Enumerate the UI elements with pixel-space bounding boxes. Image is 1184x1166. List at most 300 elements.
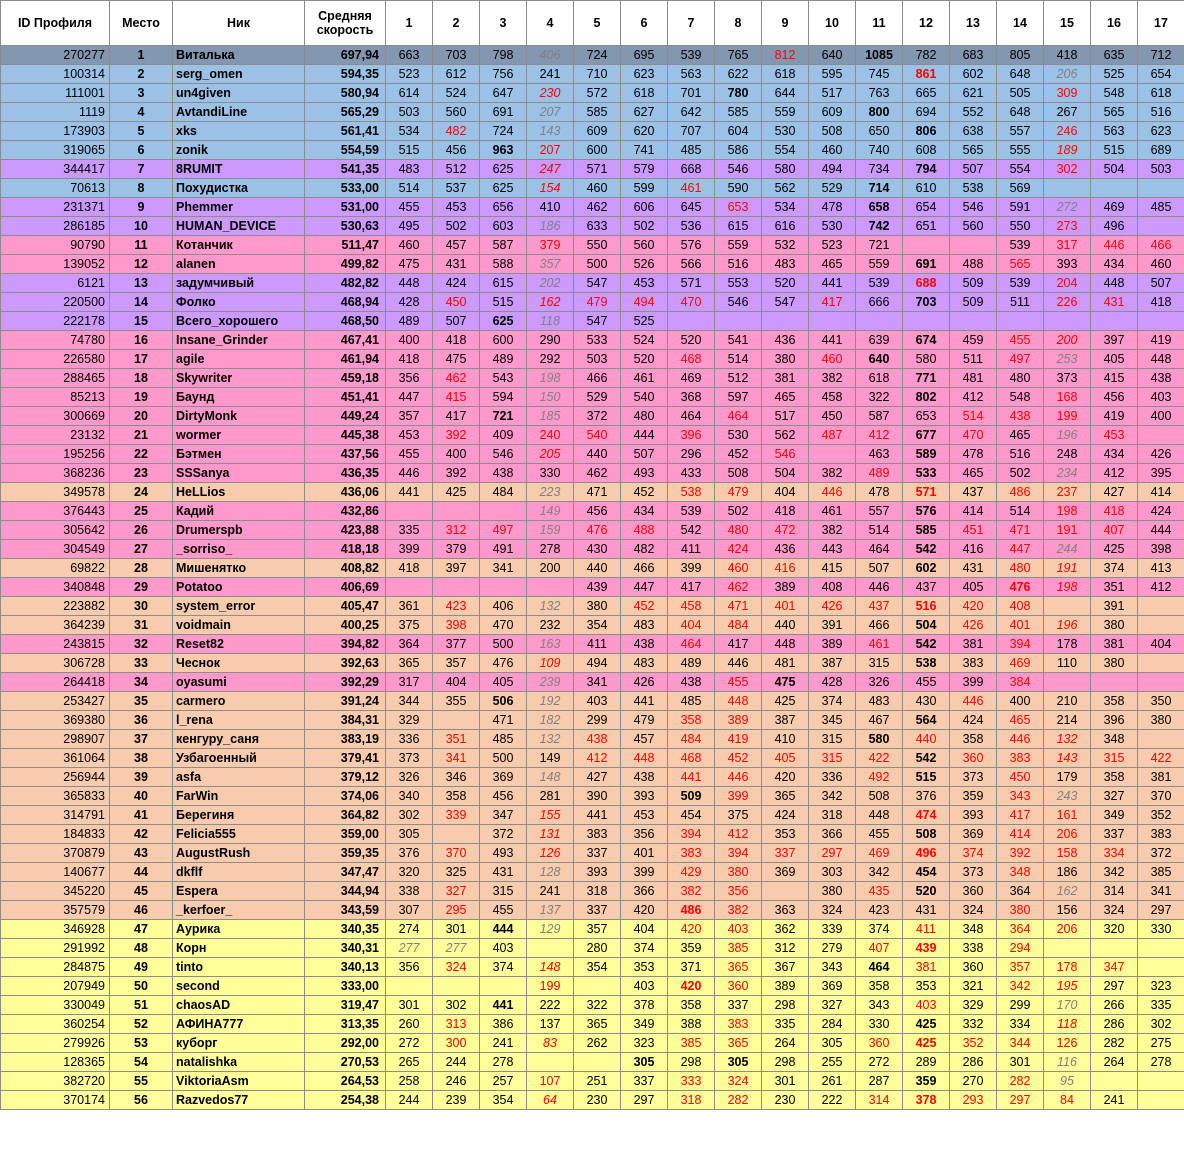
round-8-cell: 365 (715, 1034, 762, 1053)
round-11-cell: 507 (856, 559, 903, 578)
round-8-cell: 765 (715, 46, 762, 65)
round-13-cell: 514 (950, 407, 997, 426)
round-8-cell: 385 (715, 939, 762, 958)
round-9-cell: 534 (762, 198, 809, 217)
round-2-cell: 431 (433, 255, 480, 274)
round-9-cell: 475 (762, 673, 809, 692)
round-4-cell: 330 (527, 464, 574, 483)
round-6-cell: 434 (621, 502, 668, 521)
round-5-cell: 550 (574, 236, 621, 255)
round-12-cell: 289 (903, 1053, 950, 1072)
round-6-cell: 488 (621, 521, 668, 540)
round-9-cell: 298 (762, 996, 809, 1015)
round-4-cell: 241 (527, 65, 574, 84)
round-16-cell: 525 (1091, 65, 1138, 84)
round-12-cell: 665 (903, 84, 950, 103)
round-8-cell: 417 (715, 635, 762, 654)
round-2-cell: 302 (433, 996, 480, 1015)
round-10-cell: 374 (809, 692, 856, 711)
nick-cell: Фолко (173, 293, 305, 312)
round-11-cell: 466 (856, 616, 903, 635)
round-2-cell: 512 (433, 160, 480, 179)
round-10-cell: 315 (809, 730, 856, 749)
round-3-cell: 241 (480, 1034, 527, 1053)
round-17-cell: 618 (1138, 84, 1184, 103)
round-17-cell: 460 (1138, 255, 1184, 274)
profile-id-cell: 226580 (1, 350, 110, 369)
place-cell: 7 (110, 160, 173, 179)
table-row (1, 996, 1184, 1015)
profile-id-cell: 6121 (1, 274, 110, 293)
round-13-cell: 286 (950, 1053, 997, 1072)
round-9-cell: 562 (762, 179, 809, 198)
table-row (1, 350, 1184, 369)
round-9-cell: 230 (762, 1091, 809, 1110)
avg-speed-cell: 554,59 (305, 141, 386, 160)
round-16-cell (1091, 939, 1138, 958)
round-11-cell: 374 (856, 920, 903, 939)
round-2-cell: 475 (433, 350, 480, 369)
nick-cell: SSSanya (173, 464, 305, 483)
round-2-cell: 357 (433, 654, 480, 673)
round-8-cell: 546 (715, 160, 762, 179)
round-3-cell (480, 578, 527, 597)
round-2-cell: 400 (433, 445, 480, 464)
round-10-cell: 222 (809, 1091, 856, 1110)
nick-cell: l_rena (173, 711, 305, 730)
round-10-cell: 324 (809, 901, 856, 920)
round-7-cell: 468 (668, 749, 715, 768)
avg-speed-cell: 264,53 (305, 1072, 386, 1091)
round-11-cell: 467 (856, 711, 903, 730)
round-16-cell: 327 (1091, 787, 1138, 806)
place-cell: 39 (110, 768, 173, 787)
round-8-cell: 403 (715, 920, 762, 939)
round-12-cell: 542 (903, 540, 950, 559)
round-2-cell: 239 (433, 1091, 480, 1110)
table-row (1, 407, 1184, 426)
nick-cell: Корн (173, 939, 305, 958)
nick-cell: FarWin (173, 787, 305, 806)
round-1-cell: 534 (386, 122, 433, 141)
round-7-cell: 358 (668, 996, 715, 1015)
round-17-cell: 418 (1138, 293, 1184, 312)
round-14-cell: 480 (997, 559, 1044, 578)
round-12-cell: 403 (903, 996, 950, 1015)
round-3-cell: 257 (480, 1072, 527, 1091)
round-7-cell: 461 (668, 179, 715, 198)
round-9-cell (762, 882, 809, 901)
column-header-place: Место (110, 1, 173, 46)
table-row (1, 483, 1184, 502)
nick-cell: system_error (173, 597, 305, 616)
round-12-cell: 425 (903, 1015, 950, 1034)
column-header-round-6: 6 (621, 1, 668, 46)
round-8-cell: 553 (715, 274, 762, 293)
round-7-cell: 642 (668, 103, 715, 122)
round-9-cell: 448 (762, 635, 809, 654)
round-11-cell: 559 (856, 255, 903, 274)
round-10-cell: 460 (809, 350, 856, 369)
round-3-cell: 405 (480, 673, 527, 692)
round-9-cell: 436 (762, 331, 809, 350)
round-5-cell: 383 (574, 825, 621, 844)
round-17-cell: 297 (1138, 901, 1184, 920)
round-7-cell: 404 (668, 616, 715, 635)
round-16-cell: 405 (1091, 350, 1138, 369)
round-12-cell: 430 (903, 692, 950, 711)
table-row (1, 388, 1184, 407)
round-8-cell: 502 (715, 502, 762, 521)
round-14-cell: 565 (997, 255, 1044, 274)
round-5-cell: 529 (574, 388, 621, 407)
profile-id-cell: 340848 (1, 578, 110, 597)
round-13-cell: 638 (950, 122, 997, 141)
round-1-cell: 356 (386, 369, 433, 388)
round-16-cell: 456 (1091, 388, 1138, 407)
round-6-cell: 448 (621, 749, 668, 768)
round-2-cell: 358 (433, 787, 480, 806)
round-11-cell: 464 (856, 540, 903, 559)
round-17-cell: 335 (1138, 996, 1184, 1015)
round-6-cell: 297 (621, 1091, 668, 1110)
round-17-cell: 278 (1138, 1053, 1184, 1072)
round-13-cell: 373 (950, 863, 997, 882)
round-11-cell: 580 (856, 730, 903, 749)
round-12-cell: 542 (903, 635, 950, 654)
round-14-cell: 344 (997, 1034, 1044, 1053)
round-11-cell: 315 (856, 654, 903, 673)
round-13-cell: 459 (950, 331, 997, 350)
round-16-cell: 342 (1091, 863, 1138, 882)
round-12-cell: 861 (903, 65, 950, 84)
round-10-cell: 382 (809, 369, 856, 388)
round-13-cell: 332 (950, 1015, 997, 1034)
round-13-cell: 352 (950, 1034, 997, 1053)
round-14-cell: 548 (997, 388, 1044, 407)
table-row (1, 179, 1184, 198)
place-cell: 19 (110, 388, 173, 407)
column-header-round-4: 4 (527, 1, 574, 46)
round-8-cell: 597 (715, 388, 762, 407)
round-4-cell: 207 (527, 103, 574, 122)
round-15-cell: 248 (1044, 445, 1091, 464)
round-14-cell: 447 (997, 540, 1044, 559)
profile-id-cell: 370879 (1, 844, 110, 863)
round-17-cell: 372 (1138, 844, 1184, 863)
round-6-cell: 480 (621, 407, 668, 426)
round-13-cell: 412 (950, 388, 997, 407)
round-10-cell: 327 (809, 996, 856, 1015)
round-5-cell: 609 (574, 122, 621, 141)
round-7-cell: 429 (668, 863, 715, 882)
round-16-cell: 504 (1091, 160, 1138, 179)
avg-speed-cell: 418,18 (305, 540, 386, 559)
round-11-cell: 343 (856, 996, 903, 1015)
round-6-cell: 349 (621, 1015, 668, 1034)
round-5-cell: 337 (574, 901, 621, 920)
avg-speed-cell: 468,50 (305, 312, 386, 331)
round-5-cell (574, 977, 621, 996)
round-7-cell: 566 (668, 255, 715, 274)
round-3-cell: 625 (480, 160, 527, 179)
round-3-cell: 347 (480, 806, 527, 825)
profile-id-cell: 361064 (1, 749, 110, 768)
table-row (1, 141, 1184, 160)
round-13-cell: 416 (950, 540, 997, 559)
nick-cell: carmero (173, 692, 305, 711)
round-2-cell: 457 (433, 236, 480, 255)
round-12-cell: 437 (903, 578, 950, 597)
round-13-cell: 481 (950, 369, 997, 388)
round-11-cell: 469 (856, 844, 903, 863)
round-2-cell: 346 (433, 768, 480, 787)
nick-cell: Felicia555 (173, 825, 305, 844)
round-4-cell: 230 (527, 84, 574, 103)
round-3-cell: 647 (480, 84, 527, 103)
round-15-cell: 214 (1044, 711, 1091, 730)
round-6-cell: 620 (621, 122, 668, 141)
round-6-cell: 493 (621, 464, 668, 483)
avg-speed-cell: 254,38 (305, 1091, 386, 1110)
round-6-cell: 404 (621, 920, 668, 939)
round-11-cell: 435 (856, 882, 903, 901)
round-17-cell: 516 (1138, 103, 1184, 122)
round-10-cell: 343 (809, 958, 856, 977)
round-17-cell: 302 (1138, 1015, 1184, 1034)
round-16-cell: 334 (1091, 844, 1138, 863)
round-7-cell: 399 (668, 559, 715, 578)
avg-speed-cell: 541,35 (305, 160, 386, 179)
avg-speed-cell: 423,88 (305, 521, 386, 540)
round-9-cell: 812 (762, 46, 809, 65)
round-10-cell: 446 (809, 483, 856, 502)
place-cell: 54 (110, 1053, 173, 1072)
column-header-round-2: 2 (433, 1, 480, 46)
round-16-cell: 286 (1091, 1015, 1138, 1034)
round-14-cell: 401 (997, 616, 1044, 635)
round-10-cell: 391 (809, 616, 856, 635)
profile-id-cell: 100314 (1, 65, 110, 84)
round-1-cell: 258 (386, 1072, 433, 1091)
round-12-cell: 381 (903, 958, 950, 977)
round-10-cell: 408 (809, 578, 856, 597)
round-4-cell: 128 (527, 863, 574, 882)
table-row (1, 768, 1184, 787)
round-9-cell: 440 (762, 616, 809, 635)
nick-cell: Похудистка (173, 179, 305, 198)
round-14-cell: 299 (997, 996, 1044, 1015)
round-9-cell: 381 (762, 369, 809, 388)
column-header-round-17: 17 (1138, 1, 1184, 46)
table-row (1, 958, 1184, 977)
round-8-cell: 604 (715, 122, 762, 141)
round-13-cell: 565 (950, 141, 997, 160)
round-1-cell: 523 (386, 65, 433, 84)
round-12-cell: 425 (903, 1034, 950, 1053)
round-6-cell: 494 (621, 293, 668, 312)
round-8-cell: 479 (715, 483, 762, 502)
round-8-cell: 452 (715, 749, 762, 768)
round-1-cell: 376 (386, 844, 433, 863)
round-17-cell: 404 (1138, 635, 1184, 654)
round-1-cell: 614 (386, 84, 433, 103)
round-4-cell: 192 (527, 692, 574, 711)
round-4-cell: 126 (527, 844, 574, 863)
round-14-cell: 342 (997, 977, 1044, 996)
profile-id-cell: 319065 (1, 141, 110, 160)
place-cell: 26 (110, 521, 173, 540)
round-2-cell: 453 (433, 198, 480, 217)
profile-id-cell: 184833 (1, 825, 110, 844)
round-5-cell: 533 (574, 331, 621, 350)
round-17-cell: 341 (1138, 882, 1184, 901)
avg-speed-cell: 343,59 (305, 901, 386, 920)
round-12-cell: 496 (903, 844, 950, 863)
round-2-cell: 418 (433, 331, 480, 350)
round-10-cell: 318 (809, 806, 856, 825)
nick-cell: Skywriter (173, 369, 305, 388)
round-13-cell: 373 (950, 768, 997, 787)
round-6-cell: 560 (621, 236, 668, 255)
round-6-cell: 457 (621, 730, 668, 749)
table-row (1, 521, 1184, 540)
profile-id-cell: 140677 (1, 863, 110, 882)
round-1-cell: 301 (386, 996, 433, 1015)
round-16-cell: 347 (1091, 958, 1138, 977)
avg-speed-cell: 364,82 (305, 806, 386, 825)
round-2-cell: 379 (433, 540, 480, 559)
place-cell: 41 (110, 806, 173, 825)
round-12-cell: 440 (903, 730, 950, 749)
round-9-cell: 380 (762, 350, 809, 369)
round-12-cell: 703 (903, 293, 950, 312)
round-13-cell: 338 (950, 939, 997, 958)
round-11-cell: 314 (856, 1091, 903, 1110)
round-14-cell: 505 (997, 84, 1044, 103)
round-5-cell: 540 (574, 426, 621, 445)
round-4-cell: 222 (527, 996, 574, 1015)
round-2-cell: 612 (433, 65, 480, 84)
round-3-cell: 500 (480, 749, 527, 768)
nick-cell: dkflf (173, 863, 305, 882)
round-1-cell: 357 (386, 407, 433, 426)
round-2-cell: 392 (433, 464, 480, 483)
round-5-cell: 412 (574, 749, 621, 768)
nick-cell: задумчивый (173, 274, 305, 293)
round-10-cell: 465 (809, 255, 856, 274)
round-12-cell: 542 (903, 749, 950, 768)
place-cell: 33 (110, 654, 173, 673)
profile-id-cell: 345220 (1, 882, 110, 901)
round-3-cell: 278 (480, 1053, 527, 1072)
round-1-cell: 344 (386, 692, 433, 711)
round-3-cell: 603 (480, 217, 527, 236)
round-3-cell: 406 (480, 597, 527, 616)
round-2-cell: 560 (433, 103, 480, 122)
column-header-round-1: 1 (386, 1, 433, 46)
round-9-cell: 416 (762, 559, 809, 578)
avg-speed-cell: 533,00 (305, 179, 386, 198)
round-4-cell: 240 (527, 426, 574, 445)
round-17-cell: 413 (1138, 559, 1184, 578)
round-6-cell: 623 (621, 65, 668, 84)
profile-id-cell: 173903 (1, 122, 110, 141)
avg-speed-cell: 432,86 (305, 502, 386, 521)
round-1-cell: 302 (386, 806, 433, 825)
avg-speed-cell: 468,94 (305, 293, 386, 312)
round-16-cell: 448 (1091, 274, 1138, 293)
round-13-cell: 465 (950, 464, 997, 483)
round-7-cell: 394 (668, 825, 715, 844)
round-5-cell: 372 (574, 407, 621, 426)
column-header-round-11: 11 (856, 1, 903, 46)
round-14-cell: 648 (997, 65, 1044, 84)
profile-id-cell: 85213 (1, 388, 110, 407)
round-15-cell: 246 (1044, 122, 1091, 141)
round-9-cell: 389 (762, 977, 809, 996)
round-8-cell: 559 (715, 236, 762, 255)
round-4-cell: 207 (527, 141, 574, 160)
avg-speed-cell: 292,00 (305, 1034, 386, 1053)
round-5-cell: 633 (574, 217, 621, 236)
round-17-cell: 424 (1138, 502, 1184, 521)
round-12-cell: 674 (903, 331, 950, 350)
round-3-cell: 403 (480, 939, 527, 958)
place-cell: 18 (110, 369, 173, 388)
round-13-cell: 321 (950, 977, 997, 996)
round-15-cell: 418 (1044, 46, 1091, 65)
round-5-cell: 479 (574, 293, 621, 312)
round-7-cell (668, 312, 715, 331)
round-10-cell: 530 (809, 217, 856, 236)
place-cell: 46 (110, 901, 173, 920)
round-15-cell: 191 (1044, 521, 1091, 540)
avg-speed-cell: 461,94 (305, 350, 386, 369)
round-9-cell: 335 (762, 1015, 809, 1034)
round-11-cell: 742 (856, 217, 903, 236)
round-7-cell: 454 (668, 806, 715, 825)
round-5-cell: 547 (574, 312, 621, 331)
round-5-cell: 476 (574, 521, 621, 540)
round-4-cell: 107 (527, 1072, 574, 1091)
round-2-cell: 295 (433, 901, 480, 920)
round-8-cell: 448 (715, 692, 762, 711)
profile-id-cell: 370174 (1, 1091, 110, 1110)
round-6-cell: 452 (621, 597, 668, 616)
round-17-cell (1138, 426, 1184, 445)
round-17-cell (1138, 597, 1184, 616)
round-8-cell: 455 (715, 673, 762, 692)
round-17-cell: 370 (1138, 787, 1184, 806)
round-6-cell: 444 (621, 426, 668, 445)
round-11-cell: 539 (856, 274, 903, 293)
round-12-cell: 474 (903, 806, 950, 825)
round-2-cell: 482 (433, 122, 480, 141)
round-15-cell: 178 (1044, 635, 1091, 654)
round-16-cell: 548 (1091, 84, 1138, 103)
round-7-cell: 469 (668, 369, 715, 388)
nick-cell: tinto (173, 958, 305, 977)
round-5-cell: 460 (574, 179, 621, 198)
nick-cell: Баунд (173, 388, 305, 407)
round-2-cell: 537 (433, 179, 480, 198)
round-13-cell: 602 (950, 65, 997, 84)
round-8-cell: 356 (715, 882, 762, 901)
round-7-cell: 458 (668, 597, 715, 616)
place-cell: 27 (110, 540, 173, 559)
round-12-cell: 454 (903, 863, 950, 882)
